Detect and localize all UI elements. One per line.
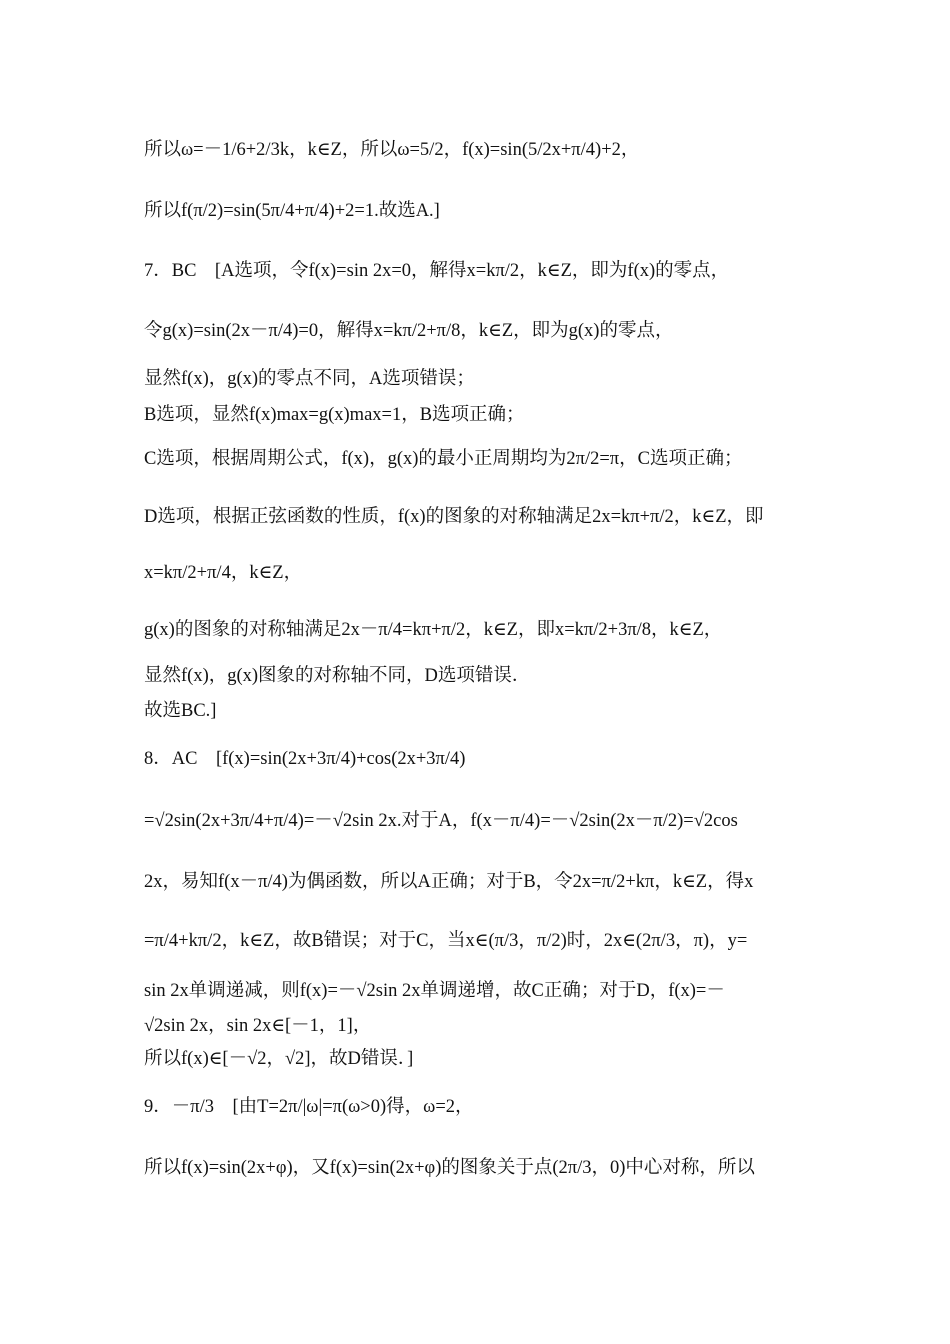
text-line: 所以f(x)=sin(2x+φ)，又f(x)=sin(2x+φ)的图象关于点(2π/3，0)中心对称，所以 xyxy=(144,1158,755,1178)
text-line: =π/4+kπ/2，k∈Z，故B错误；对于C，当x∈(π/3，π/2)时，2x∈(2π/3，π)，y= xyxy=(144,931,748,951)
text-line: g(x)的图象的对称轴满足2x－π/4=kπ+π/2，k∈Z，即x=kπ/2+3π/8，k∈Z， xyxy=(144,620,723,640)
text-line: B选项，显然f(x)max=g(x)max=1，B选项正确； xyxy=(144,405,525,425)
text-line: sin 2x单调递减，则f(x)=－√2sin 2x单调递增，故C正确；对于D，f(x)=－ xyxy=(144,981,725,1001)
text-line: 所以f(x)∈[－√2，√2]，故D错误．] xyxy=(144,1049,414,1069)
text-line: 所以f(π/2)=sin(5π/4+π/4)+2=1.故选A.] xyxy=(144,201,440,221)
text-line: 显然f(x)，g(x)图象的对称轴不同，D选项错误． xyxy=(144,666,531,686)
text-line: x=kπ/2+π/4，k∈Z， xyxy=(144,563,303,583)
text-line: 7．BC [A选项，令f(x)=sin 2x=0，解得x=kπ/2，k∈Z，即为f(x)的零点， xyxy=(144,261,730,281)
text-line: =√2sin(2x+3π/4+π/4)=－√2sin 2x.对于A，f(x－π/4)=－√2sin(2x－π/2)=√2cos xyxy=(144,811,738,831)
text-line: 所以ω=－1/6+2/3k，k∈Z，所以ω=5/2，f(x)=sin(5/2x+π/4)+2， xyxy=(144,140,640,160)
text-line: 8．AC [f(x)=sin(2x+3π/4)+cos(2x+3π/4) xyxy=(144,749,466,769)
text-line: √2sin 2x，sin 2x∈[－1，1]， xyxy=(144,1016,372,1036)
text-line: D选项，根据正弦函数的性质，f(x)的图象的对称轴满足2x=kπ+π/2，k∈Z，即 xyxy=(144,507,764,527)
text-line: 显然f(x)，g(x)的零点不同，A选项错误； xyxy=(144,369,475,389)
text-line: 9．－π/3 [由T=2π/|ω|=π(ω>0)得，ω=2， xyxy=(144,1097,474,1117)
text-line: C选项，根据周期公式，f(x)，g(x)的最小正周期均为2π/2=π，C选项正确； xyxy=(144,449,743,469)
text-line: 2x，易知f(x－π/4)为偶函数，所以A正确；对于B，令2x=π/2+kπ，k∈Z，得x xyxy=(144,872,754,892)
text-line: 故选BC.] xyxy=(144,701,217,721)
text-line: 令g(x)=sin(2x－π/4)=0，解得x=kπ/2+π/8，k∈Z，即为g(x)的零点， xyxy=(144,321,674,341)
